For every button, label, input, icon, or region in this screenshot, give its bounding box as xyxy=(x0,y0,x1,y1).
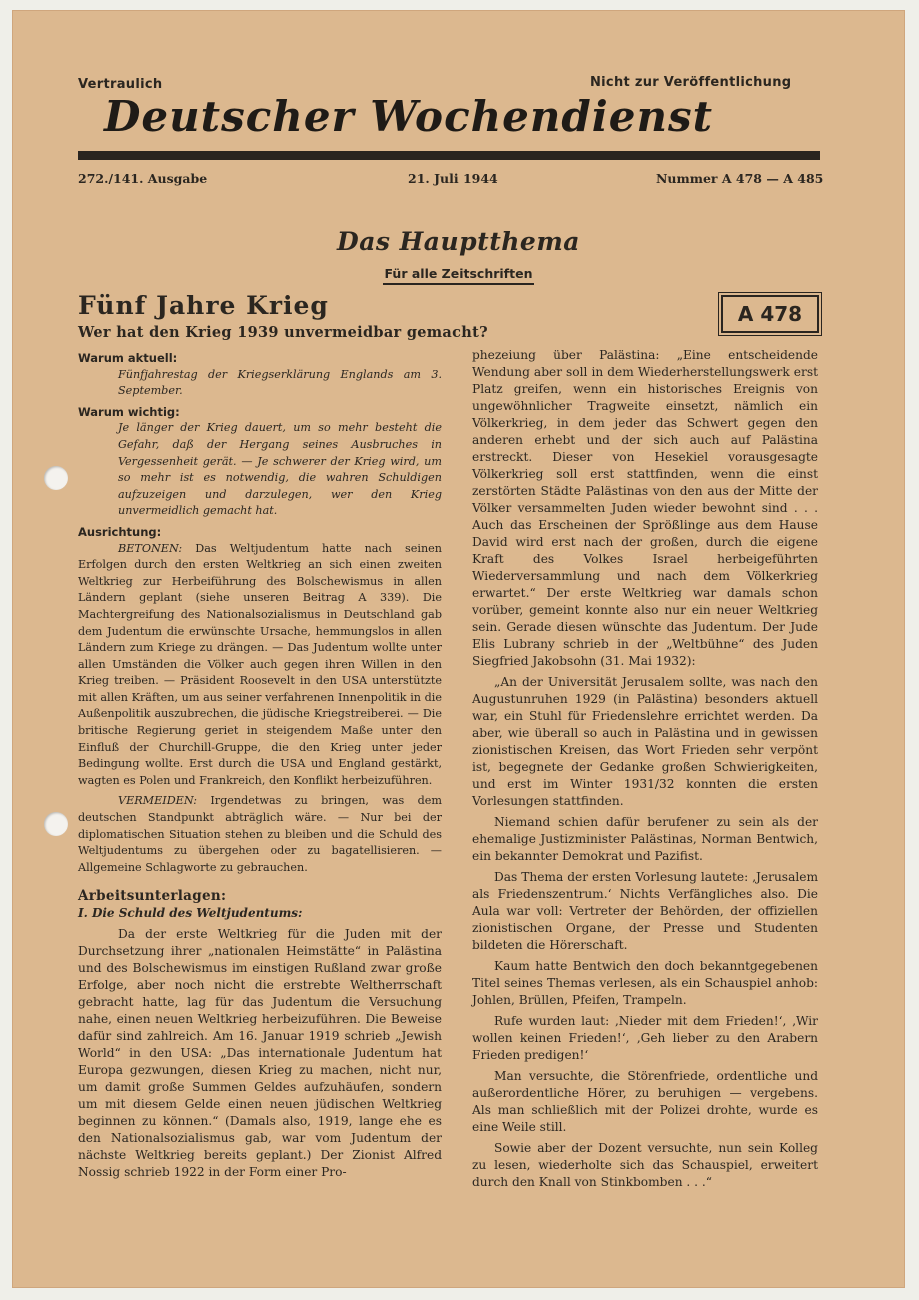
punch-hole xyxy=(44,466,68,490)
issue-date: 21. Juli 1944 xyxy=(408,171,498,186)
right-paragraph-7: Man versuchte, die Störenfriede, ordentliche und außerordentliche Hörer, zu beruhigen — vergebens. Als man schließlich mit der Polizei drohte, wurde es eine Weile still. xyxy=(472,1069,818,1134)
left-column xyxy=(78,350,442,1181)
betonen-key: BETONEN: xyxy=(118,541,183,555)
confidential-note: Vertraulich xyxy=(78,77,163,92)
document-page xyxy=(12,10,905,1288)
issue-range: Nummer A 478 — A 485 xyxy=(656,171,824,186)
arbeitsunterlagen-label: Arbeitsunterlagen: xyxy=(78,888,227,905)
right-paragraph-5: Kaum hatte Bentwich den doch bekanntgegebenen Titel seines Themas verlesen, als ein Schauspiel anhob: Johlen, Brüllen, Pfeifen, Trampeln. xyxy=(472,959,818,1007)
right-paragraph-1: phezeiung über Palästina: „Eine entscheidende Wendung aber soll in dem Wiederherstellungswerk erst Platz greifen, wenn ein historisches Ereignis von ungewöhnlicher Tragweite einsetzt, nämlich ein Völkerkrieg, in dem jeder das Schwert gegen den anderen erhebt und der sich auch auf Palästina erstreckt. Dieser von Hesekiel vorausgesagte Völkerkrieg soll erst stattfinden, wenn die einst zerstörten Städte Palästinas von den aus der Mitte der Völker versammelten Juden wieder bewohnt sind . . . Auch das Erscheinen der Sprößlinge aus dem Hause David wird erst nach der großen, durch die eigene Kraft des Volkes Israel herbeigeführten Wiederversammlung und nach dem Völkerkrieg erwartet.“ Der erste Weltkrieg war damals schon vorüber, gemeint konnte also nur ein neuer Weltkrieg sein. Gerade diesen wünschte das Judentum. Der Jude Elis Lubrany schrieb in der „Weltbühne“ des Juden Siegfried Jakobsohn (31. Mai 1932): xyxy=(472,348,818,668)
right-paragraph-4: Das Thema der ersten Vorlesung lautete: ‚Jerusalem als Friedenszentrum.‘ Nichts Verfängliches also. Die Aula war voll: Vertreter der Behörden, der offiziellen zionistischen Organe, der Presse und Studenten bildeten die Hörerschaft. xyxy=(472,870,818,952)
betonen-text: Das Weltjudentum hatte nach seinen Erfolgen durch den ersten Weltkrieg an sich einen zweiten Weltkrieg zur Herbeiführung des Bolschewismus in allen Ländern geplant (siehe unseren Beitrag A 339). Die Machtergreifung des Nationalsozialismus in Deutschland gab dem Judentum die erwünschte Ursache, hemmungslos in allen Ländern zum Kriege zu drängen. — Das Judentum wollte unter allen Umständen die Völker auch gegen ihren Willen in den Krieg treiben. — Präsident Roosevelt in den USA unterstützte mit allen Kräften, um aus seiner verfahrenen Innenpolitik in die Außenpolitik auszubrechen, die jüdische Kriegstreiberei. — Die britische Regierung geriet in steigendem Maße unter den Einfluß der Churchill-Gruppe, die den Krieg unter jeder Bedingung wollte. Erst durch die USA und England gestärkt, wagten es Polen und Frankreich, den Konflikt herbeizuführen. xyxy=(78,541,442,787)
section-1-title: I. Die Schuld des Weltjudentums: xyxy=(78,906,303,920)
warum-wichtig-text: Je länger der Krieg dauert, um so mehr besteht die Gefahr, daß der Hergang seines Ausbruches in Vergessenheit gerät. — Je schwerer der Krieg wird, um so mehr ist es notwendig, die wahren Schuldigen aufzuzeigen und darzulegen, wer den Krieg unvermeidlich gemacht hat. xyxy=(118,421,442,518)
issue-number: 272./141. Ausgabe xyxy=(78,171,208,186)
main-subhead xyxy=(12,266,905,281)
subhead-text: Für alle Zeitschriften xyxy=(383,266,535,285)
article-subtitle: Wer hat den Krieg 1939 unvermeidbar gemacht? xyxy=(78,324,488,341)
masthead-title: Deutscher Wochendienst xyxy=(104,92,714,141)
article-number-badge: A 478 xyxy=(721,295,819,333)
section-1-text: Da der erste Weltkrieg für die Juden mit der Durchsetzung ihrer „nationalen Heimstätte“ in Palästina und des Bolschewismus im einstigen Rußland zwar große Erfolge, aber noch nicht die erstrebte Weltherrschaft gebracht hatte, lag für das Judentum die Versuchung nahe, einen neuen Weltkrieg herbeizuführen. Die Beweise dafür sind zahlreich. Am 16. Januar 1919 schrieb „Jewish World“ in den USA: „Das internationale Judentum hat Europa gezwungen, diesen Krieg zu machen, nicht nur, um damit große Summen Geldes aufzuhäufen, sondern um mit diesem Gelde einen neuen jüdischen Weltkrieg beginnen zu können.“ (Damals also, 1919, lange ehe es den Nationalsozialismus gab, war vom Judentum der nächste Weltkrieg bereits geplant.) Der Zionist Alfred Nossig schrieb 1922 in der Form einer Pro- xyxy=(78,926,442,1179)
punch-hole xyxy=(44,812,68,836)
warum-aktuell-label: Warum aktuell: xyxy=(78,351,178,365)
not-for-publication-note: Nicht zur Veröffentlichung xyxy=(590,75,792,90)
vermeiden-paragraph xyxy=(78,793,442,876)
right-column xyxy=(472,347,818,1191)
article-title: Fünf Jahre Krieg xyxy=(78,291,329,320)
betonen-paragraph xyxy=(78,541,442,790)
vermeiden-key: VERMEIDEN: xyxy=(118,794,198,808)
right-paragraph-6: Rufe wurden laut: ‚Nieder mit dem Frieden!‘, ‚Wir wollen keinen Frieden!‘, ‚Geh lieber zu den Arabern Frieden predigen!‘ xyxy=(472,1014,818,1062)
ausrichtung-label: Ausrichtung: xyxy=(78,524,162,539)
right-paragraph-2: „An der Universität Jerusalem sollte, was nach den Augustunruhen 1929 (in Palästina) besonders aktuell war, ein Stuhl für Friedenslehre errichtet werden. Da aber, wie überall so auch in Palästina und in gewissen zionistischen Kreisen, das Wort Frieden sehr verpönt ist, begegnete der Gedanke großen Schwierigkeiten, und erst im Winter 1931/32 konnten die ersten Vorlesungen stattfinden. xyxy=(472,675,818,808)
vermeiden-text: Irgendetwas zu bringen, was dem deutschen Standpunkt abträglich wäre. — Nur bei der diplomatischen Situation stehen zu bleiben und die Schuld des Weltjudentums zu übergehen oder zu bagatellisieren. — Allgemeine Schlagworte zu gebrauchen. xyxy=(78,794,442,874)
right-paragraph-3: Niemand schien dafür berufener zu sein als der ehemalige Justizminister Palästinas, Norman Bentwich, ein bekannter Demokrat und Pazifist. xyxy=(472,815,818,863)
masthead-rule xyxy=(78,151,820,160)
right-paragraph-8: Sowie aber der Dozent versuchte, nun sein Kolleg zu lesen, wiederholte sich das Schauspiel, erweitert durch den Knall von Stinkbomben . . .“ xyxy=(472,1141,818,1189)
warum-aktuell-text: Fünfjahrestag der Kriegserklärung Englands am 3. September. xyxy=(118,367,442,398)
warum-wichtig-label: Warum wichtig: xyxy=(78,404,180,419)
main-headline: Das Hauptthema xyxy=(337,227,580,256)
